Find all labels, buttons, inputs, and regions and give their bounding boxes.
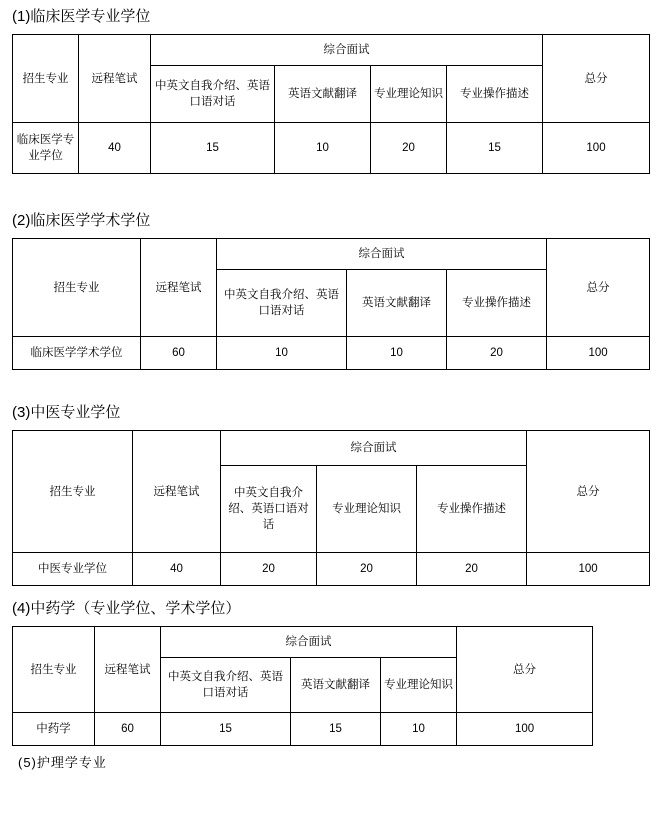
table-row [13,713,593,746]
cell-major: 临床医学专业学位 [13,123,79,174]
spacer [10,176,647,210]
header-cell-interview: 综合面试 [217,239,547,270]
cell-written: 60 [141,337,217,370]
next-section-title: (5)护理学专业 [18,755,107,770]
header-cell-major: 招生专业 [13,431,133,553]
score-table-4 [12,626,593,746]
header-cell-major: 招生专业 [13,239,141,337]
score-table-2 [12,238,650,370]
cell-major: 中医专业学位 [13,553,133,586]
cell-written: 40 [79,123,151,174]
header-cell-written: 远程笔试 [141,239,217,337]
cell-sub-3: 20 [417,553,527,586]
spacer [10,372,647,402]
table-header-row-top [13,35,650,66]
header-cell-major: 招生专业 [13,35,79,123]
cell-written: 40 [133,553,221,586]
cell-major: 临床医学学术学位 [13,337,141,370]
header-cell-sub-3: 专业操作描述 [447,270,547,337]
header-cell-sub-3: 专业操作描述 [417,466,527,553]
cell-sub-2: 15 [291,713,381,746]
header-cell-sub-2: 英语文献翻译 [275,66,371,123]
header-cell-total: 总分 [527,431,650,553]
header-cell-written: 远程笔试 [79,35,151,123]
cell-sub-3: 10 [381,713,457,746]
header-cell-total: 总分 [543,35,650,123]
section-title: (1)临床医学专业学位 [12,8,151,25]
spacer [10,588,647,598]
header-cell-sub-2: 英语文献翻译 [291,658,381,713]
cell-total: 100 [547,337,650,370]
header-cell-interview: 综合面试 [151,35,543,66]
cell-sub-1: 20 [221,553,317,586]
table-header-row-top [13,431,650,466]
cell-written: 60 [95,713,161,746]
header-cell-total: 总分 [547,239,650,337]
header-cell-sub-4: 专业操作描述 [447,66,543,123]
cell-sub-4: 15 [447,123,543,174]
cell-total: 100 [543,123,650,174]
cell-sub-2: 10 [347,337,447,370]
header-cell-written: 远程笔试 [95,627,161,713]
section-tcm-pharmacy-degree [10,598,647,746]
header-cell-sub-2: 专业理论知识 [317,466,417,553]
section-tcm-professional-degree [10,402,647,586]
cell-sub-1: 10 [217,337,347,370]
section-clinical-academic-degree [10,210,647,370]
table-header-row-top [13,239,650,270]
table-header-row-top [13,627,593,658]
section-clinical-professional-degree [10,6,647,174]
cell-sub-3: 20 [447,337,547,370]
header-cell-sub-2: 英语文献翻译 [347,270,447,337]
header-cell-written: 远程笔试 [133,431,221,553]
header-cell-sub-3: 专业理论知识 [381,658,457,713]
score-table-3 [12,430,650,586]
table-row [13,337,650,370]
table-row [13,123,650,174]
cell-sub-1: 15 [161,713,291,746]
cell-sub-1: 15 [151,123,275,174]
header-cell-sub-1: 中英文自我介绍、英语口语对话 [217,270,347,337]
cell-sub-2: 10 [275,123,371,174]
header-cell-interview: 综合面试 [161,627,457,658]
header-cell-sub-3: 专业理论知识 [371,66,447,123]
score-table-1 [12,34,650,174]
header-cell-interview: 综合面试 [221,431,527,466]
header-cell-sub-1: 中英文自我介绍、英语口语对话 [151,66,275,123]
cell-major: 中药学 [13,713,95,746]
cell-sub-3: 20 [371,123,447,174]
header-cell-sub-1: 中英文自我介绍、英语口语对话 [161,658,291,713]
section-title: (2)临床医学学术学位 [12,212,151,229]
cell-total: 100 [457,713,593,746]
header-cell-sub-1: 中英文自我介绍、英语口语对话 [221,466,317,553]
section-title: (4)中药学（专业学位、学术学位） [12,600,241,617]
section-title: (3)中医专业学位 [12,404,121,421]
cell-total: 100 [527,553,650,586]
table-row [13,553,650,586]
header-cell-major: 招生专业 [13,627,95,713]
cell-sub-2: 20 [317,553,417,586]
header-cell-total: 总分 [457,627,593,713]
